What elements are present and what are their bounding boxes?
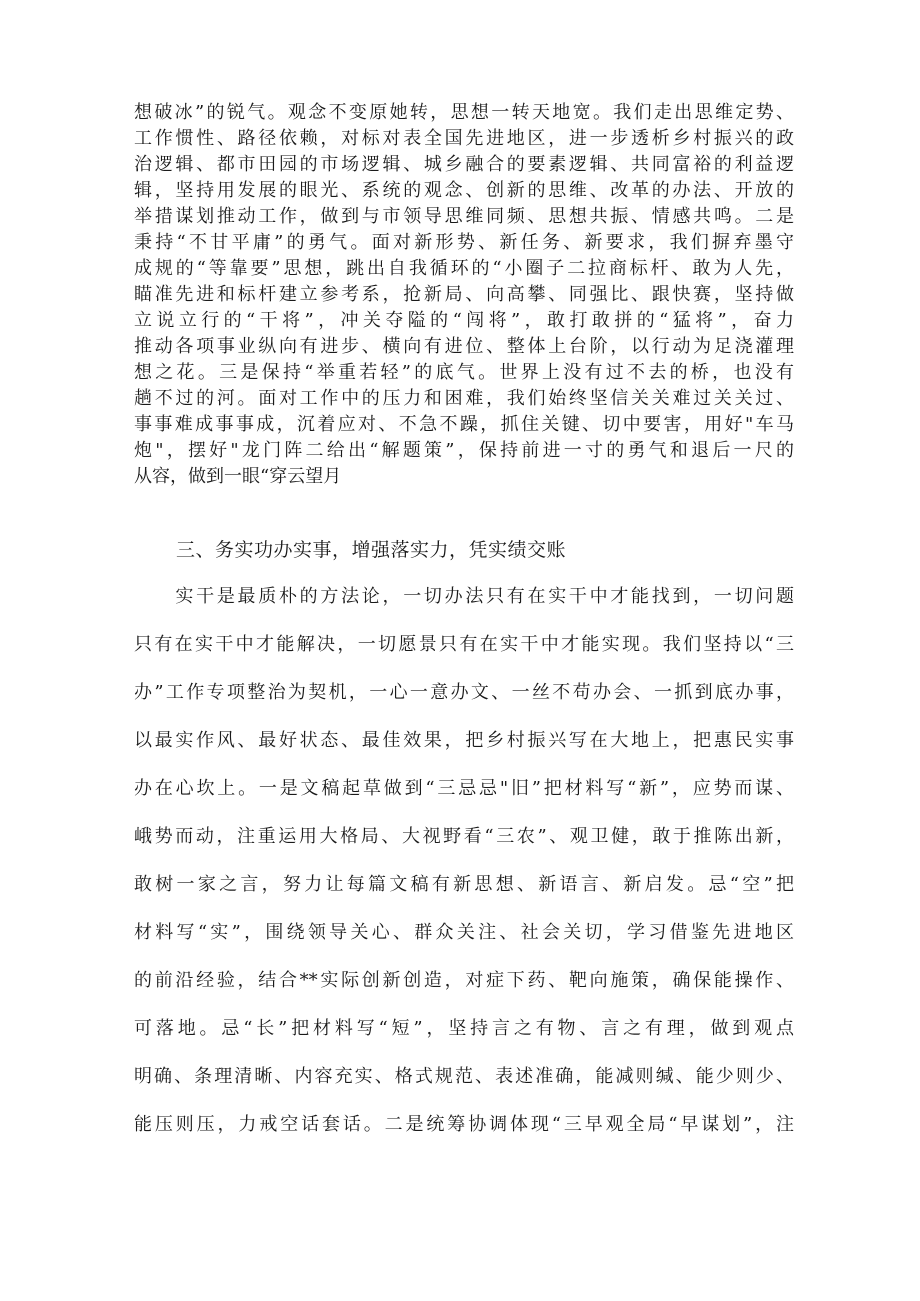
paragraph-line: 材料写“实”，围绕领导关心、群众关注、社会关切，学习借鉴先进地区 [134, 922, 794, 943]
paragraph-line: 以最实作风、最好状态、最佳效果，把乡村振兴写在大地上，把惠民实事 [134, 730, 794, 751]
paragraph-line: 能压则压，力戒空话套话。二是统筹协调体现“三早观全局“早谋划”，注 [134, 1114, 794, 1135]
paragraph-line: 立说立行的“干将”，冲关夺隘的“闯将”，敢打敢拼的“猛将”，奋力 [134, 310, 794, 331]
paragraph-line: 炮"，摆好"龙门阵二给出“解题策”，保持前进一寸的勇气和退后一尺的 [134, 440, 794, 461]
paragraph-line: 辑，坚持用发展的眼光、系统的观念、创新的思维、改革的办法、开放的 [134, 180, 794, 201]
paragraph-line: 办”工作专项整治为契机，一心一意办文、一丝不苟办会、一抓到底办事， [134, 682, 794, 703]
paragraph-line: 办在心坎上。一是文稿起草做到“三忌忌"旧”把材料写“新”，应势而谋、 [134, 778, 794, 799]
paragraph-line: 趟不过的河。面对工作中的压力和困难，我们始终坚信关关难过关关过、 [134, 388, 794, 409]
paragraph-line: 举措谋划推动工作，做到与市领导思维同频、思想共振、情感共鸣。二是 [134, 206, 794, 227]
paragraph-line: 瞄准先进和标杆建立参考系，抢新局、向高攀、同强比、跟快赛，坚持做 [134, 284, 794, 305]
paragraph-line: 工作惯性、路径依赖，对标对表全国先进地区，进一步透析乡村振兴的政 [134, 128, 794, 149]
paragraph-line: 治逻辑、都市田园的市场逻辑、城乡融合的要素逻辑、共同富裕的利益逻 [134, 154, 794, 175]
paragraph-line: 从容，做到一眼“穿云望月 [134, 466, 342, 487]
paragraph-line: 可落地。忌“长”把材料写“短”，坚持言之有物、言之有理，做到观点 [134, 1018, 794, 1039]
paragraph-line: 事事难成事事成，沉着应对、不急不躁，抓住关键、切中要害，用好"车马 [134, 414, 794, 435]
paragraph-line: 想之花。三是保持“举重若轻”的底气。世界上没有过不去的桥，也没有 [134, 362, 794, 383]
paragraph-line: 成规的“等靠要”思想，跳出自我循环的“小圈子二拉商标杆、敢为人先， [134, 258, 794, 279]
paragraph-line: 想破冰”的锐气。观念不变原她转，思想一转天地宽。我们走出思维定势、 [134, 102, 794, 123]
paragraph-line: 推动各项事业纵向有进步、横向有进位、整体上台阶，以行动为足浇灌理 [134, 336, 794, 357]
paragraph-line: 峨势而动，注重运用大格局、大视野看“三农”、观卫健，敢于推陈出新， [134, 826, 794, 847]
paragraph-line: 的前沿经验，结合**实际创新创造，对症下药、靶向施策，确保能操作、 [134, 970, 794, 991]
paragraph-line: 明确、条理清晰、内容充实、格式规范、表述准确，能减则缄、能少则少、 [134, 1066, 794, 1087]
paragraph-line: 实干是最质朴的方法论，一切办法只有在实干中才能找到，一切问题 [134, 586, 794, 607]
paragraph-line: 秉持“不甘平庸”的勇气。面对新形势、新任务、新要求，我们摒弃墨守 [134, 232, 794, 253]
section-heading: 三、务实功办实事，增强落实力，凭实绩交账 [176, 539, 567, 561]
paragraph-line: 只有在实干中才能解决，一切愿景只有在实干中才能实现。我们坚持以“三 [134, 634, 794, 655]
paragraph-line: 敢树一家之言，努力让每篇文稿有新思想、新语言、新启发。忌“空”把 [134, 874, 794, 895]
